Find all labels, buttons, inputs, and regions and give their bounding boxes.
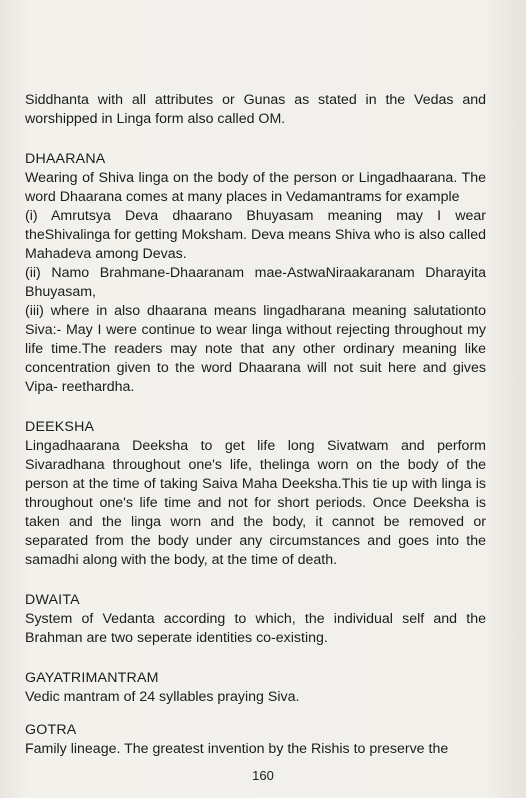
entry-dhaarana	[25, 150, 486, 397]
entry-text: Family lineage. The greatest invention by the Rishis to preserve the	[25, 741, 449, 757]
entry-gayatrimantram	[25, 669, 486, 707]
entry-text: (i) Amrutsya Deva dhaarano Bhuyasam meaning may I wear theShivalinga for getting Moksham. Deva means Shiva who is also called Mahadeva among Devas.	[25, 208, 486, 262]
entry-dwaita	[25, 591, 486, 648]
entry-heading: DEEKSHA	[25, 419, 95, 435]
entry-heading: GAYATRIMANTRAM	[25, 670, 159, 686]
entry-text: (iii) where in also dhaarana means lingadharana meaning salutationto Siva:- May I were continue to wear linga without rejecting throughout my life time.The readers may note that any other ordinary meaning like concentration given to the word Dhaarana will not suit here and gives Vipa- reethardha.	[25, 303, 486, 395]
entry-gotra	[25, 721, 486, 759]
entry-heading: GOTRA	[25, 722, 77, 738]
intro-paragraph: Siddhanta with all attributes or Gunas as stated in the Vedas and worshipped in Linga form also called OM.	[25, 92, 486, 127]
entry-heading: DHAARANA	[25, 151, 106, 167]
page-content	[25, 91, 486, 759]
entry-text: (ii) Namo Brahmane-Dhaaranam mae-AstwaNiraakaranam Dharayita Bhuyasam,	[25, 265, 486, 300]
entry-heading: DWAITA	[25, 592, 80, 608]
entry-text: Vedic mantram of 24 syllables praying Siva.	[25, 689, 300, 705]
entry-text: Wearing of Shiva linga on the body of the person or Lingadhaarana. The word Dhaarana comes at many places in Vedamantrams for example	[25, 170, 486, 205]
entry-text: System of Vedanta according to which, the individual self and the Brahman are two seperate identities co-existing.	[25, 611, 486, 646]
page-number: 160	[252, 768, 274, 783]
entry-deeksha	[25, 418, 486, 570]
entry-text: Lingadhaarana Deeksha to get life long Sivatwam and perform Sivaradhana throughout one's life, thelinga worn on the body of the person at the time of taking Saiva Maha Deeksha.This tie up with linga is throughout one's life time and not for short periods. Once Deeksha is taken and the linga worn and the body, it cannot be removed or separated from the body under any circumstances and goes into the samadhi along with the body, at the time of death.	[25, 438, 486, 568]
